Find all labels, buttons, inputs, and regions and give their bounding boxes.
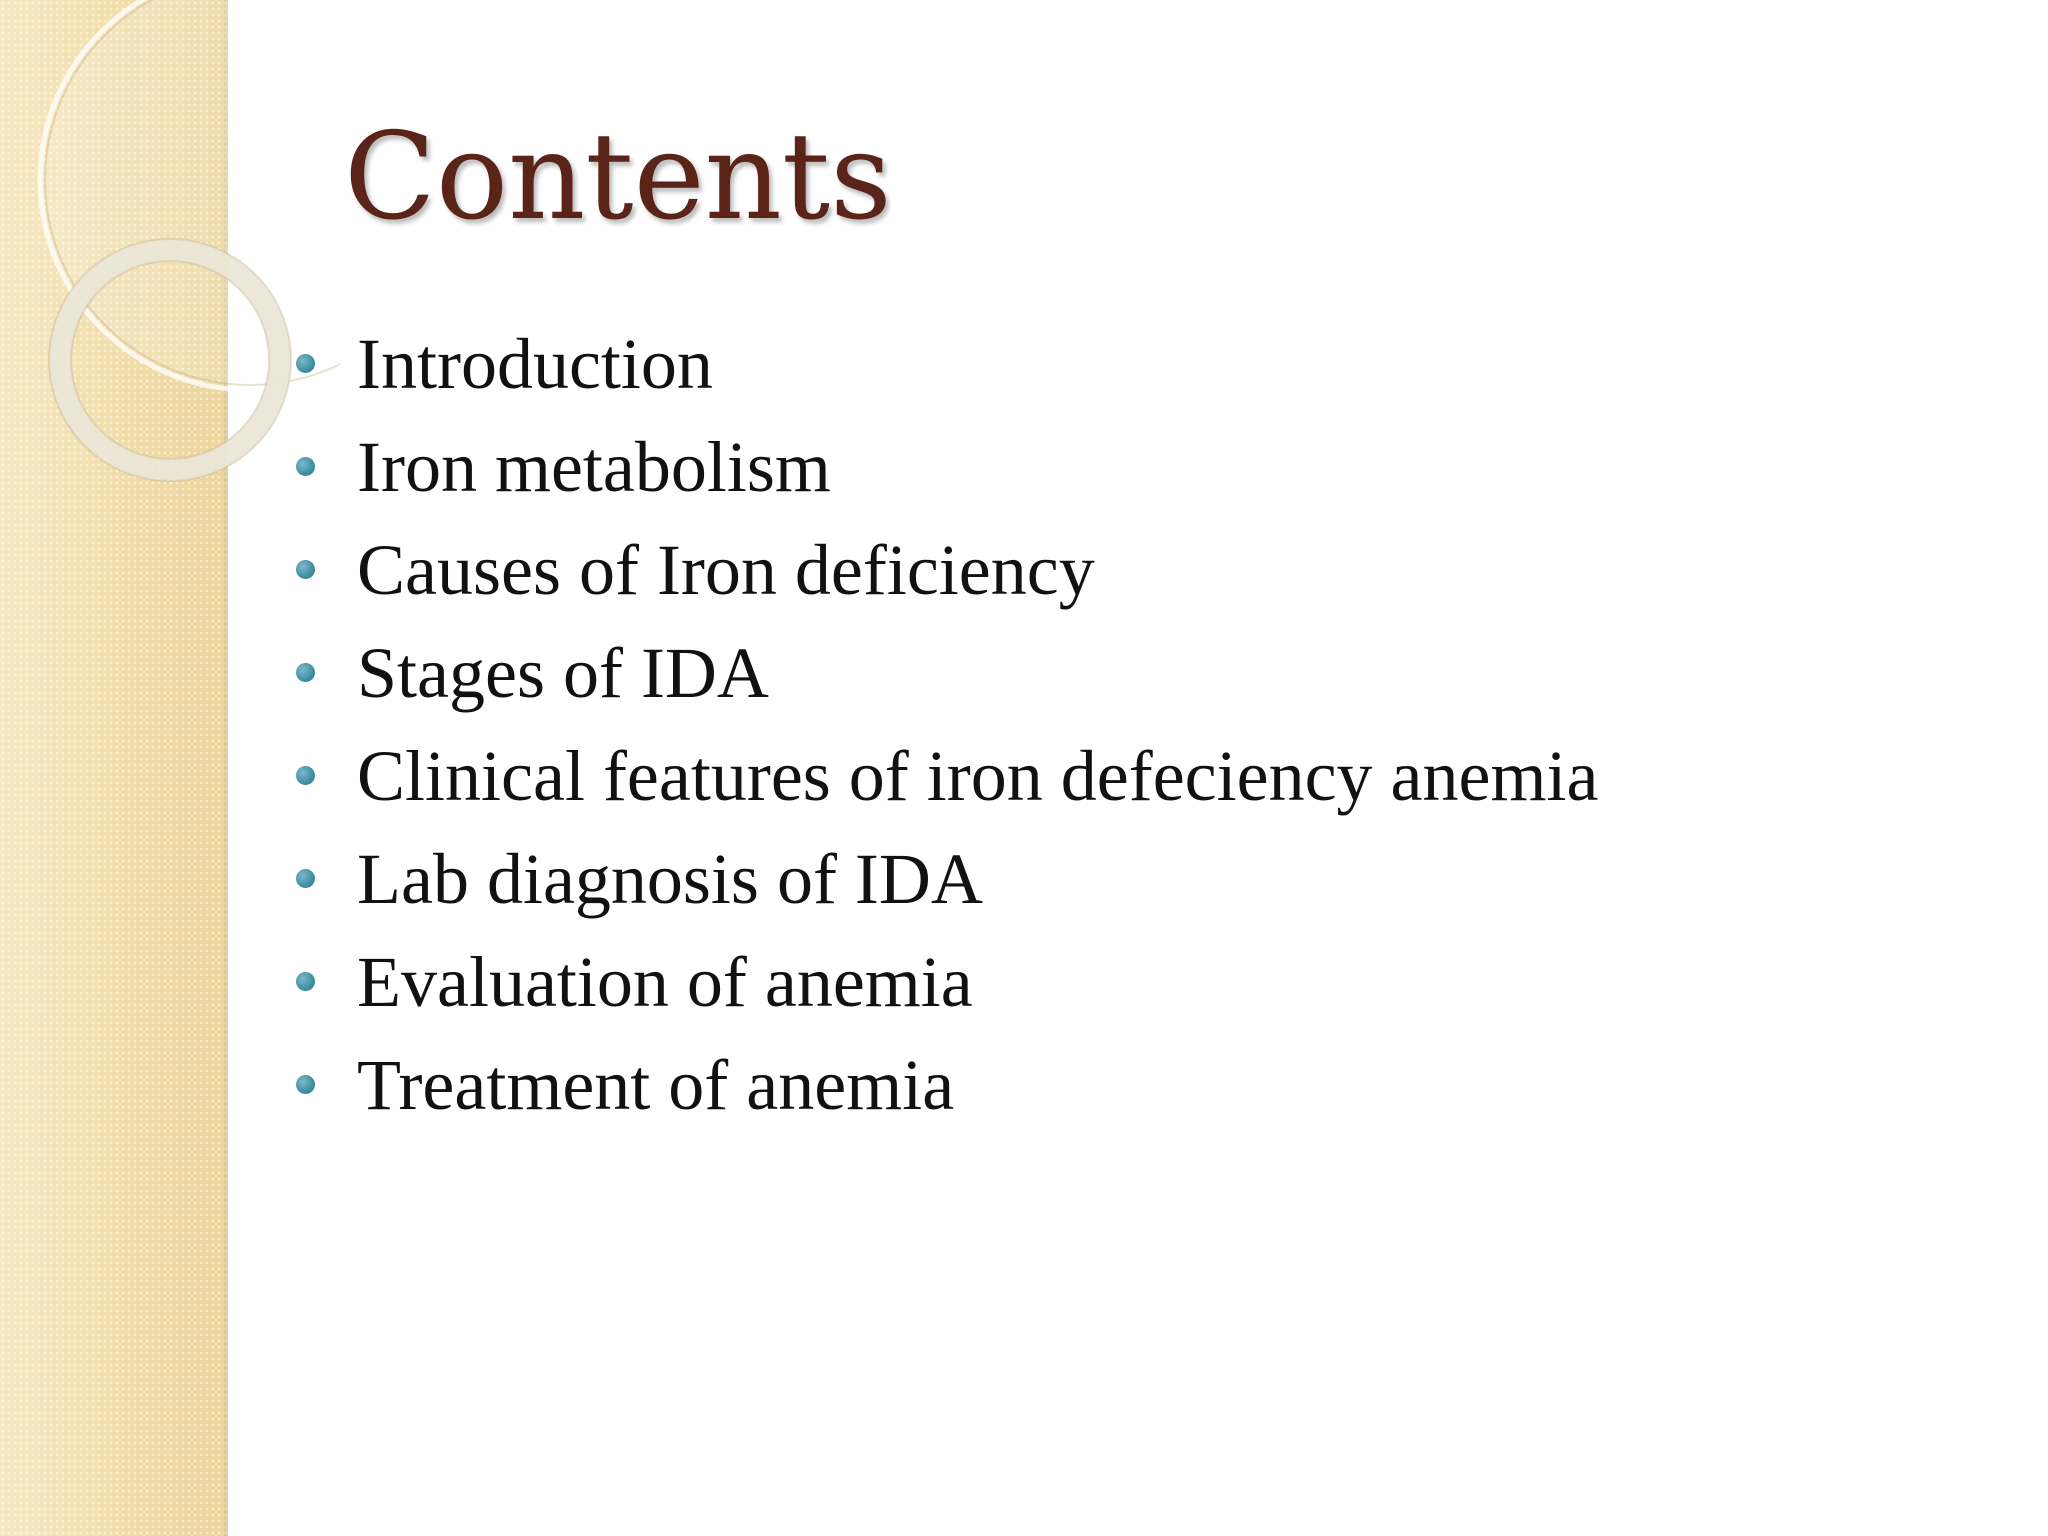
- list-item-label: Clinical features of iron defeciency anemia: [357, 735, 1599, 816]
- list-item-label: Evaluation of anemia: [357, 941, 973, 1022]
- list-item-label: Stages of IDA: [357, 632, 769, 713]
- list-item-label: Treatment of anemia: [357, 1044, 955, 1125]
- bullet-icon: [296, 766, 315, 785]
- list-item: [296, 621, 1598, 724]
- list-item-label: Iron metabolism: [357, 426, 831, 507]
- list-item-label: Lab diagnosis of IDA: [357, 838, 983, 919]
- bullet-icon: [296, 663, 315, 682]
- list-item-label: Causes of Iron deficiency: [357, 529, 1095, 610]
- list-item: [296, 312, 1598, 415]
- list-item: [296, 930, 1598, 1033]
- decorative-rings-icon: [0, 0, 340, 520]
- bullet-icon: [296, 457, 315, 476]
- bullet-icon: [296, 1075, 315, 1094]
- bullet-icon: [296, 560, 315, 579]
- list-item: [296, 415, 1598, 518]
- bullet-icon: [296, 354, 315, 373]
- list-item: [296, 1033, 1598, 1136]
- bullet-icon: [296, 869, 315, 888]
- list-item-label: Introduction: [357, 323, 713, 404]
- contents-list: [296, 312, 1598, 1136]
- list-item: [296, 724, 1598, 827]
- list-item: [296, 518, 1598, 621]
- bullet-icon: [296, 972, 315, 991]
- list-item: [296, 827, 1598, 930]
- slide-title: Contents: [344, 108, 892, 247]
